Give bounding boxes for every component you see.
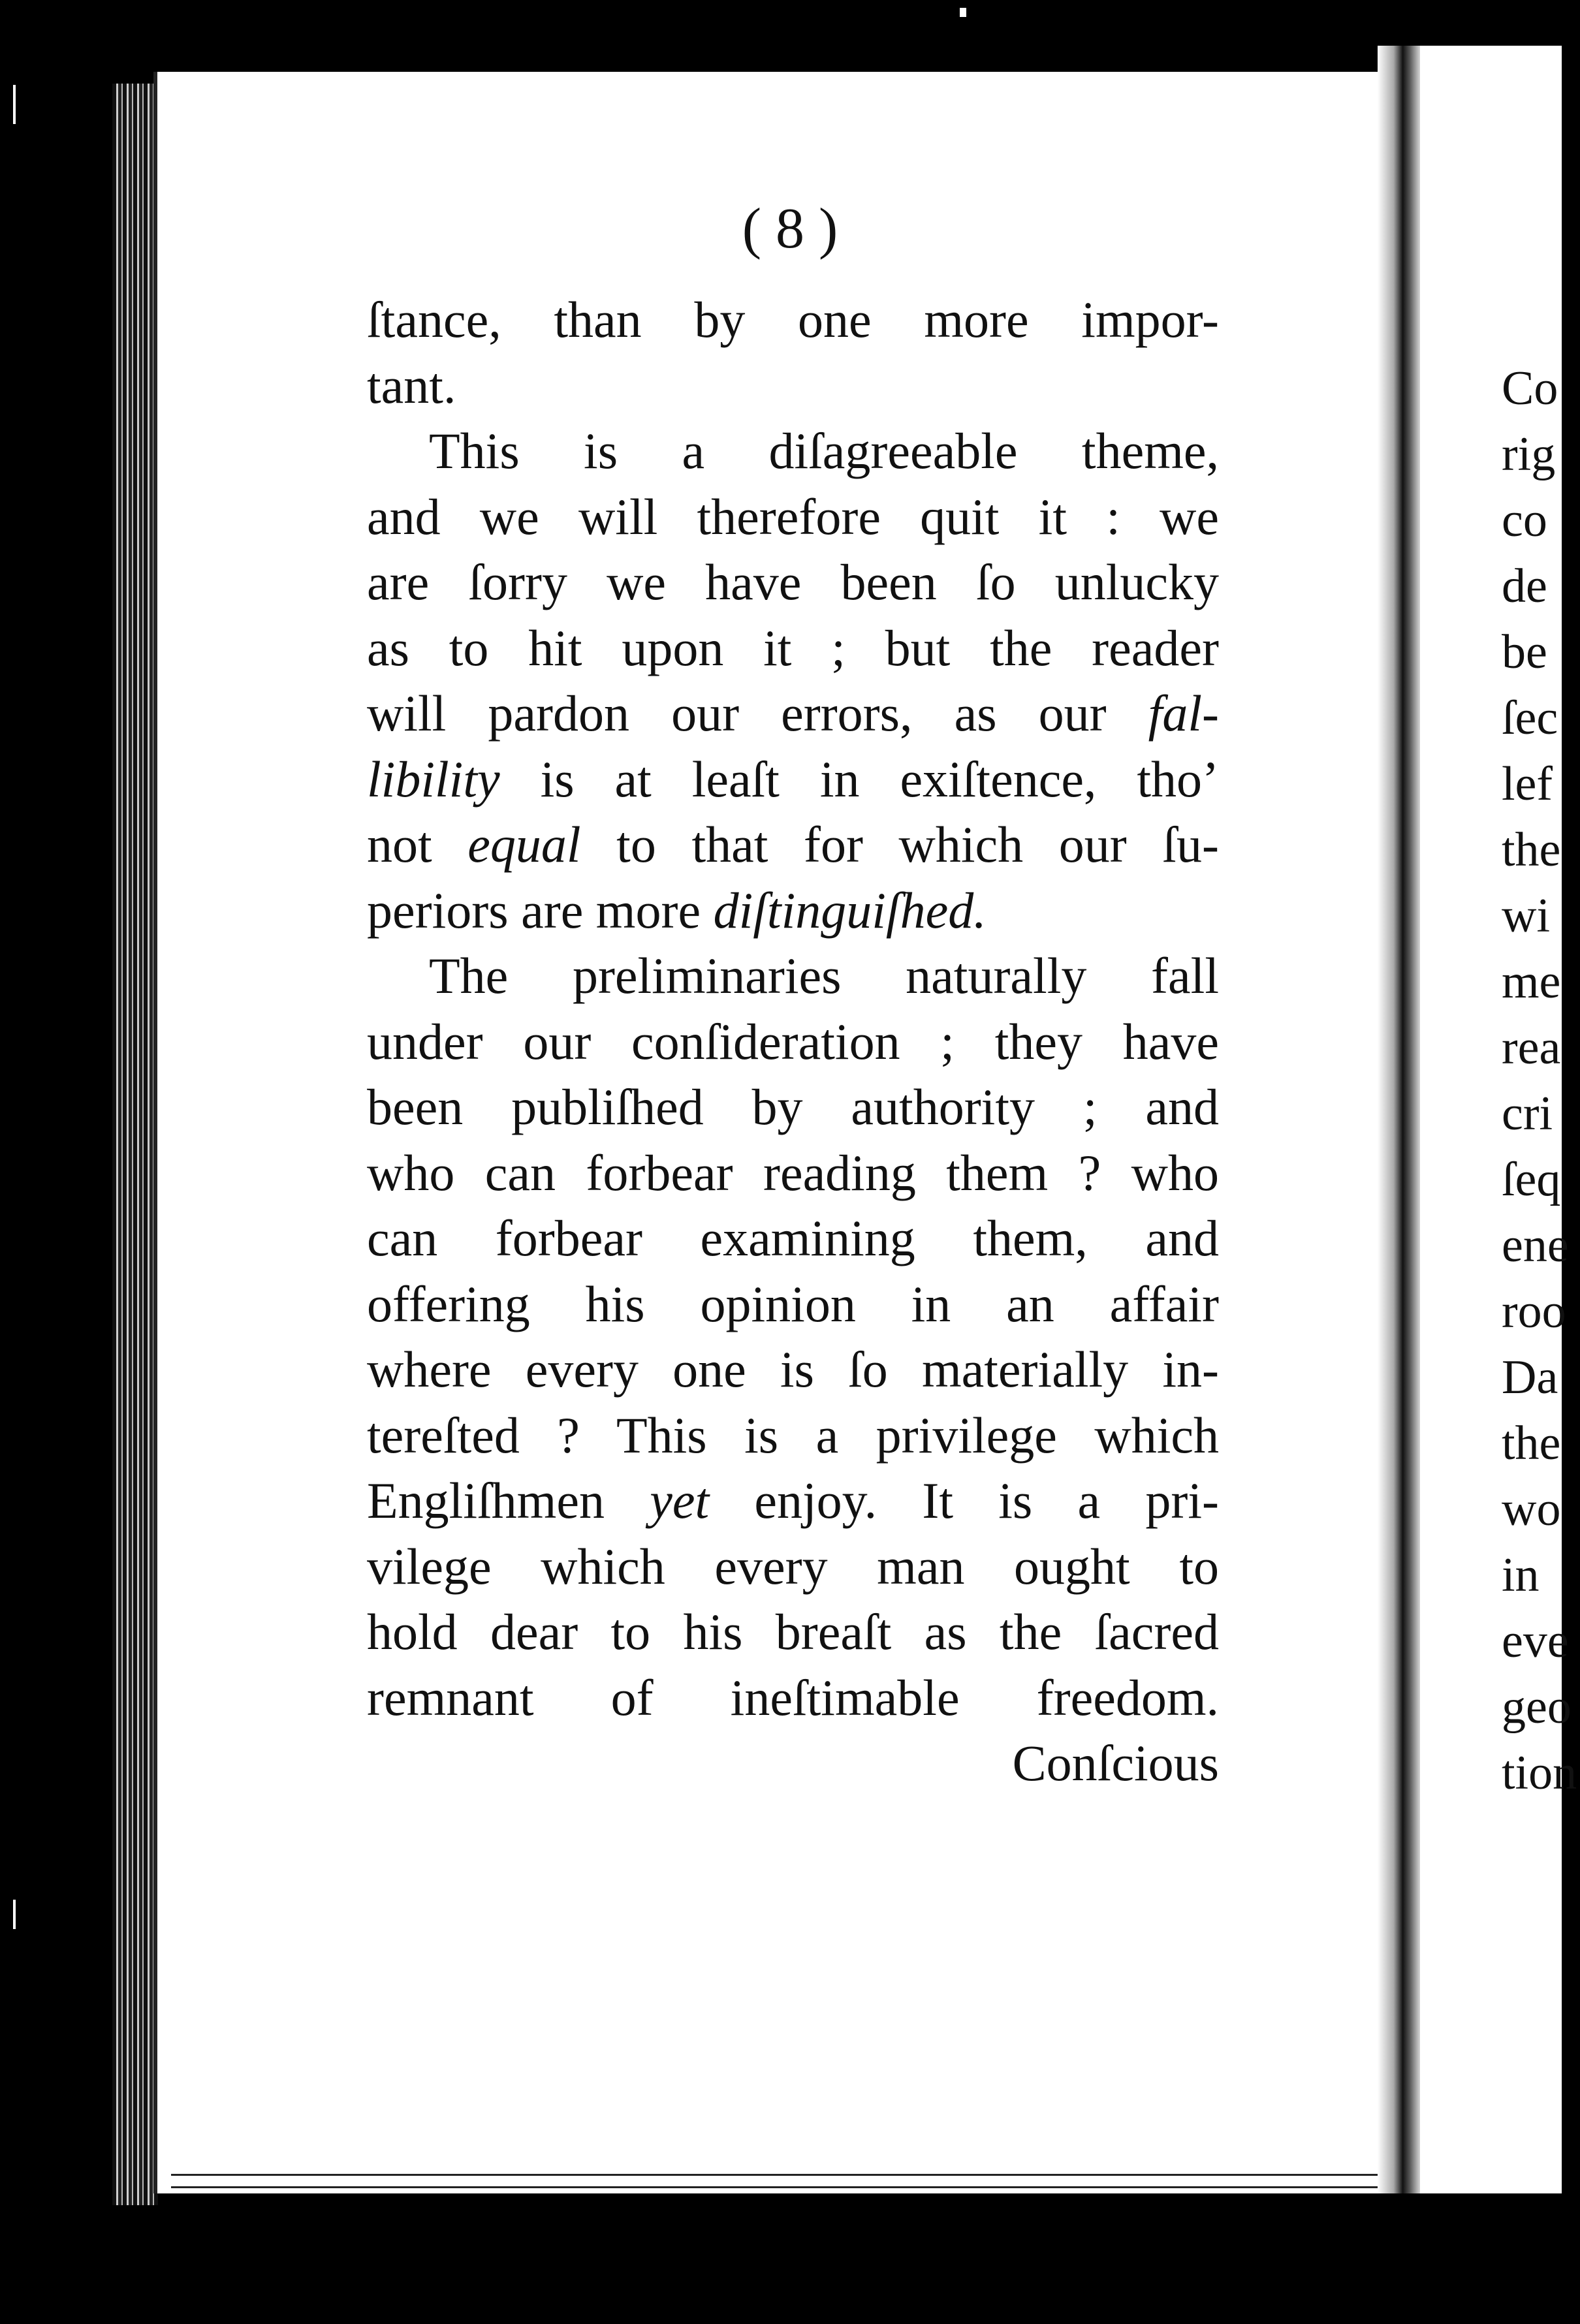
text-line [367, 1009, 1219, 1075]
facing-page-line: co [1502, 494, 1547, 547]
facing-page-line: rig [1502, 428, 1556, 481]
facing-page-line: wi [1502, 889, 1550, 943]
catchword: Conſcious [1012, 1735, 1219, 1791]
text-line [367, 484, 1219, 550]
text-segment: under our conſideration ; they have [367, 1013, 1219, 1070]
text-segment: hold dear to his breaſt as the ſacred [367, 1603, 1219, 1660]
facing-page-line: Da [1502, 1351, 1558, 1404]
italic-text: libility [367, 750, 500, 808]
facing-page-line: de [1502, 559, 1547, 613]
text-segment: enjoy. It is a pri- [709, 1472, 1219, 1529]
text-segment: as to hit upon it ; but the reader [367, 619, 1219, 676]
facing-page-line: be [1502, 625, 1547, 679]
scan-speck [960, 8, 966, 17]
text-segment: periors are more [367, 881, 714, 939]
text-line [367, 418, 1219, 484]
text-line [367, 1665, 1219, 1731]
text-line [367, 1140, 1219, 1206]
facing-page-line: Co [1502, 362, 1558, 415]
facing-page-line: ſeq [1502, 1153, 1561, 1206]
text-segment: vilege which every man ought to [367, 1537, 1219, 1595]
text-line [367, 1075, 1219, 1140]
text-segment: tereſted ? This is a privilege which [367, 1406, 1219, 1464]
text-segment: will pardon our errors, as our [367, 685, 1148, 742]
page-bottom-edge [171, 2174, 1379, 2188]
facing-page-line: tion [1502, 1746, 1577, 1800]
text-line [367, 550, 1219, 616]
facing-page-line: cri [1502, 1087, 1553, 1140]
text-segment: to that for which our ſu- [580, 816, 1220, 873]
text-segment: offering his opinion in an affair [367, 1275, 1219, 1332]
text-line [367, 616, 1219, 682]
text-line [367, 1599, 1219, 1665]
text-segment: where every one is ſo materially in- [367, 1341, 1219, 1398]
facing-page-line: eve [1502, 1614, 1569, 1668]
italic-text: diſtinguiſhed. [713, 881, 987, 939]
facing-page-line: the [1502, 1417, 1561, 1470]
text-segment: who can forbear reading them ? who [367, 1144, 1219, 1201]
italic-text: fal- [1148, 685, 1219, 742]
text-segment: can forbear examining them, and [367, 1210, 1219, 1266]
text-segment: Engliſhmen [367, 1472, 650, 1529]
facing-page-line: lef [1502, 757, 1553, 811]
text-segment: is at leaſt in exiſtence, tho’ [499, 750, 1219, 808]
text-segment: The preliminaries naturally fall [429, 947, 1219, 1004]
facing-page-line: geo [1502, 1680, 1572, 1734]
text-segment: are ſorry we have been ſo unlucky [367, 554, 1219, 610]
text-line [367, 878, 1219, 944]
italic-text: equal [467, 816, 581, 873]
text-line [367, 1534, 1219, 1600]
facing-page-line: wo [1502, 1483, 1561, 1536]
facing-page-line: ene [1502, 1219, 1569, 1272]
facing-page-line: rea [1502, 1021, 1561, 1075]
text-segment: remnant of ineſtimable freedom. [367, 1669, 1219, 1726]
text-line [367, 747, 1219, 813]
italic-text: yet [650, 1472, 710, 1529]
text-segment: This is a diſagreeable theme, [429, 422, 1219, 479]
text-line [367, 1468, 1219, 1534]
text-line [367, 943, 1219, 1009]
facing-page-line: ſec [1502, 691, 1558, 745]
book-gutter [1378, 46, 1423, 2193]
text-line [367, 1272, 1219, 1338]
text-segment: not [367, 816, 468, 873]
text-line [367, 812, 1219, 878]
facing-page-line: roo [1502, 1285, 1566, 1338]
facing-page-line: me [1502, 955, 1561, 1009]
text-segment: and we will therefore quit it : we [367, 488, 1219, 545]
text-line [367, 353, 1219, 419]
text-segment: ſtance, than by one more impor- [367, 291, 1219, 348]
facing-page-line: in [1502, 1548, 1540, 1602]
text-segment: tant. [367, 356, 456, 414]
scan-speck [13, 85, 16, 124]
page-body-text [367, 287, 1219, 1797]
facing-page-text [1502, 356, 1580, 1806]
text-line [367, 681, 1219, 747]
facing-page-line: the [1502, 823, 1561, 877]
text-line [367, 1337, 1219, 1403]
text-segment: been publiſhed by authority ; and [367, 1078, 1219, 1135]
text-line [367, 287, 1219, 353]
page-number: ( 8 ) [742, 197, 838, 260]
text-line [367, 1206, 1219, 1272]
scan-speck [13, 1900, 16, 1929]
book-spine [112, 84, 158, 2205]
text-line [367, 1403, 1219, 1469]
